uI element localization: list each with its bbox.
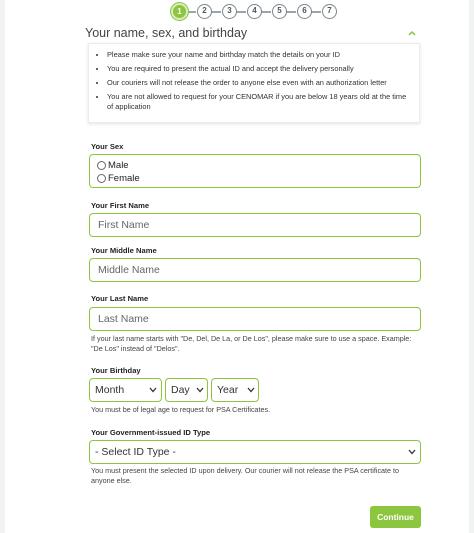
- birthday-hint: You must be of legal age to request for PSA Certificates.: [91, 405, 271, 414]
- gov-id-label: Your Government-issued ID Type: [91, 428, 211, 437]
- birthday-label: Your Birthday: [91, 366, 141, 375]
- step-2[interactable]: 2: [197, 4, 212, 19]
- step-3[interactable]: 3: [222, 4, 237, 19]
- note-item: • You are required to present the actual ID and accept the delivery personally: [107, 64, 411, 74]
- step-6[interactable]: 6: [297, 4, 312, 19]
- birth-day-value: Day: [171, 384, 190, 396]
- progress-stepper: [171, 3, 341, 21]
- sex-option-male[interactable]: [97, 160, 129, 171]
- step-7[interactable]: 7: [322, 4, 337, 19]
- section-title: Your name, sex, and birthday: [85, 26, 248, 40]
- chevron-down-icon: [408, 449, 416, 455]
- step-connector: [211, 11, 221, 13]
- info-notes-box: [88, 43, 420, 123]
- sex-option-female[interactable]: [97, 173, 140, 184]
- gov-id-hint: You must present the selected ID upon delivery. Our courier will not release the PSA certificate to anyone else.: [91, 466, 400, 485]
- chevron-down-icon: [149, 387, 157, 393]
- chevron-down-icon: [196, 387, 204, 393]
- last-name-label: Your Last Name: [91, 294, 149, 303]
- male-radio[interactable]: [97, 161, 106, 170]
- step-connector: [261, 11, 271, 13]
- first-name-label: Your First Name: [91, 201, 150, 210]
- form-page: [5, 0, 469, 533]
- chevron-up-icon[interactable]: [407, 28, 417, 38]
- last-name-hint: If your last name starts with "De, Del, De La, or De Los", please make sure to use a space. Example: "De Los" instead of "Delos".: [91, 334, 412, 353]
- male-label: Male: [108, 160, 129, 171]
- note-item: • You are not allowed to request for your CENOMAR if you are below 18 years old at the time of application: [107, 92, 411, 112]
- sex-label: Your Sex: [91, 142, 124, 151]
- step-4[interactable]: 4: [247, 4, 262, 19]
- step-1[interactable]: 1: [171, 3, 188, 20]
- step-5[interactable]: 5: [272, 4, 287, 19]
- chevron-down-icon: [247, 387, 255, 393]
- birth-month-value: Month: [95, 384, 125, 396]
- step-connector: [311, 11, 321, 13]
- birth-day-select[interactable]: [165, 378, 208, 402]
- female-radio[interactable]: [97, 174, 106, 183]
- last-name-input[interactable]: [89, 307, 421, 331]
- step-connector: [286, 11, 296, 13]
- gov-id-value: - Select ID Type -: [95, 446, 176, 458]
- note-item: • Our couriers will not release the order to anyone else even with an authorization letter: [107, 78, 411, 88]
- birth-year-select[interactable]: [211, 378, 259, 402]
- female-label: Female: [108, 173, 140, 184]
- step-connector: [236, 11, 246, 13]
- sex-radio-group: [89, 154, 421, 188]
- birth-month-select[interactable]: [89, 378, 162, 402]
- note-item: • Please make sure your name and birthday match the details on your ID: [107, 50, 411, 60]
- birth-year-value: Year: [217, 384, 239, 396]
- notes-list: [89, 44, 419, 112]
- gov-id-select[interactable]: [89, 440, 421, 464]
- middle-name-label: Your Middle Name: [91, 246, 157, 255]
- step-connector: [188, 11, 196, 13]
- continue-button[interactable]: Continue: [370, 506, 421, 528]
- middle-name-input[interactable]: [89, 258, 421, 282]
- first-name-input[interactable]: [89, 213, 421, 237]
